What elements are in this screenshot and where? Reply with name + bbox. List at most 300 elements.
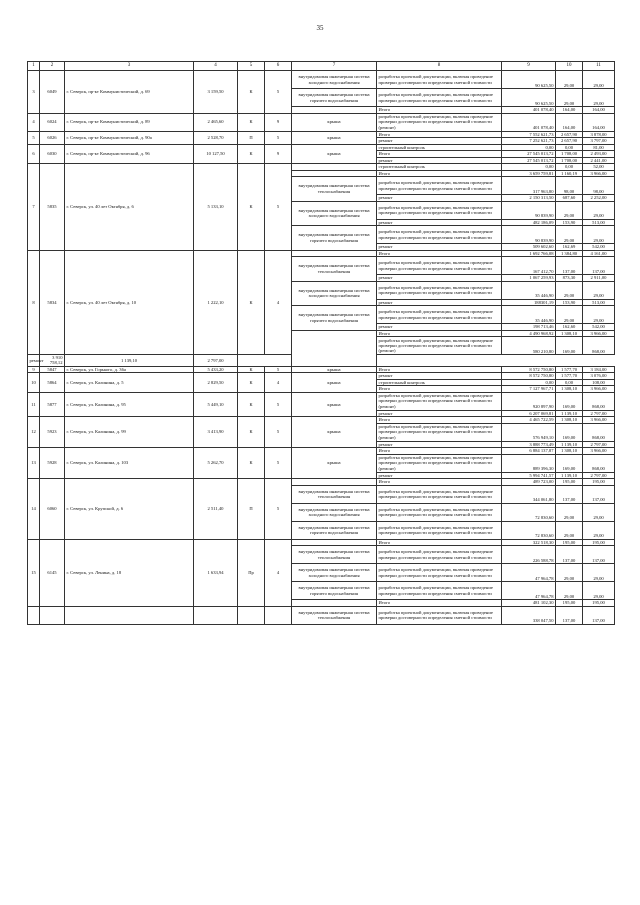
table-cell: 12 <box>28 417 40 448</box>
table-cell: 2 465,60 <box>194 113 238 131</box>
table-cell <box>40 606 65 624</box>
table-cell: 137,00 <box>583 257 615 275</box>
table-cell: 5 <box>265 417 292 448</box>
table-cell: 1 139,10 <box>556 441 583 448</box>
table-cell: 481 102,30 <box>502 600 556 607</box>
table-cell: 687,60 <box>556 195 583 202</box>
table-cell: 0,00 <box>502 164 556 171</box>
table-cell: 401 078,40 <box>502 113 556 131</box>
table-cell: 137,00 <box>556 606 583 624</box>
table-cell: К <box>238 366 265 373</box>
table-cell: 29,00 <box>556 564 583 582</box>
table-cell: К <box>238 113 265 131</box>
table-cell: 35 446,90 <box>502 281 556 299</box>
table-cell: 5835 <box>40 164 65 251</box>
table-cell: 29,00 <box>556 71 583 89</box>
table-cell: 29,00 <box>583 201 615 219</box>
table-cell: 153,90 <box>556 299 583 306</box>
table-cell: 5864 <box>40 373 65 393</box>
table-cell: 338 047,50 <box>502 606 556 624</box>
table-cell: разработка проектной документации, включая проведение проверки достоверности определения сметной стоимости <box>377 503 502 521</box>
table-cell: 162,69 <box>556 244 583 251</box>
table-cell: 169,00 <box>556 454 583 472</box>
table-cell: разработка проектной документации, включая проведение проверки достоверности определения сметной стоимости <box>377 546 502 564</box>
table-cell: 27 545 013,72 <box>502 151 556 158</box>
table-cell: разработка проектной документации, включая проведение проверки достоверности определения сметной стоимости <box>377 606 502 624</box>
table-cell: 164,00 <box>556 113 583 131</box>
table-cell: 3 159,50 <box>194 71 238 114</box>
table-cell: 153,90 <box>556 219 583 226</box>
table-cell: крыша <box>292 392 377 417</box>
table-cell: 6026 <box>40 131 65 144</box>
table-cell: 868,00 <box>583 392 615 410</box>
table-cell: внутридомовая инженерная система горячего водоснабжения <box>292 226 377 251</box>
table-cell: 1 577,70 <box>556 366 583 373</box>
table-cell: 27 545 013,72 <box>502 157 556 164</box>
table-cell: г. Северск, ул. Горького, д. 36а <box>65 366 194 373</box>
table-cell: 868,00 <box>583 454 615 472</box>
table-cell: 3 910 758,12 <box>40 355 65 367</box>
table-cell: 3 076,00 <box>583 373 615 380</box>
table-cell: разработка проектной документации, включая проведение проверки достоверности определения сметной стоимости <box>377 485 502 503</box>
table-cell: 5 <box>28 131 40 144</box>
table-cell: Итого <box>377 417 502 424</box>
table-cell: 2 829,50 <box>194 373 238 393</box>
table-cell: ремонт <box>377 157 502 164</box>
table-cell: 3 659 759,81 <box>502 170 556 177</box>
table-cell: разработка проектной документации, включая проведение проверки достоверности определения сметной стоимости <box>377 71 502 89</box>
table-cell: разработка проектной документации, включая проведение проверки достоверности определения сметной стоимости (ремонт) <box>377 392 502 410</box>
header-cell: 5 <box>238 62 265 71</box>
table-cell: 6 207 069,81 <box>502 410 556 417</box>
table-cell: 4 <box>265 373 292 393</box>
table-cell: 72 830,60 <box>502 521 556 539</box>
table-cell: внутридомовая инженерная система горячего водоснабжения <box>292 89 377 107</box>
table-cell: 35 446,90 <box>502 306 556 324</box>
table-cell: 198 713,46 <box>502 324 556 331</box>
table-cell: 3 184,00 <box>583 366 615 373</box>
table-cell: 6145 <box>40 539 65 606</box>
table-body <box>28 62 615 625</box>
table-cell: 4 161,00 <box>583 250 615 257</box>
table-cell: ремонт <box>28 355 40 367</box>
table-cell: ремонт <box>377 441 502 448</box>
table-cell: г. Северск, пр-кт Коммунистический, д. 96 <box>65 144 194 164</box>
header-cell: 10 <box>556 62 583 71</box>
table-cell: разработка проектной документации, включая проведение проверки достоверности определения сметной стоимости (ремонт) <box>377 113 502 131</box>
table-cell: 195,00 <box>583 479 615 486</box>
table-cell: 8 572 750,80 <box>502 373 556 380</box>
table-cell: 14 <box>28 479 40 540</box>
table-row <box>28 392 615 410</box>
table-cell: разработка проектной документации, включая проведение проверки достоверности определения сметной стоимости <box>377 89 502 107</box>
table-cell: Пр <box>238 539 265 606</box>
table-cell: ремонт <box>377 275 502 282</box>
table-cell: 1 308,10 <box>556 330 583 337</box>
table-cell: 7 252 621,73 <box>502 138 556 145</box>
table-cell: 513,00 <box>583 219 615 226</box>
table-cell: г. Северск, пр-кт Коммунистический, д. 89 <box>65 113 194 131</box>
table-cell: 98,00 <box>556 177 583 195</box>
table-cell: разработка проектной документации, включая проведение проверки достоверности определения сметной стоимости <box>377 281 502 299</box>
table-cell: 317 963,80 <box>502 177 556 195</box>
table-cell: 0,00 <box>556 379 583 386</box>
table-cell: внутридомовая инженерная система теплоснабжения <box>292 546 377 564</box>
header-cell: 9 <box>502 62 556 71</box>
capital-repair-table <box>27 61 615 625</box>
table-cell: 5847 <box>40 366 65 373</box>
table-cell: 137,00 <box>556 257 583 275</box>
table-cell: 29,00 <box>583 281 615 299</box>
table-cell: крыша <box>292 366 377 373</box>
table-cell: 29,00 <box>583 521 615 539</box>
table-cell: 889 396,30 <box>502 454 556 472</box>
table-cell: 1 384,80 <box>556 250 583 257</box>
table-cell: К <box>238 373 265 393</box>
table-cell: 5 262,70 <box>194 448 238 479</box>
header-cell: 6 <box>265 62 292 71</box>
table-cell: 5 994 741,57 <box>502 472 556 479</box>
table-cell: 2 911,00 <box>583 275 615 282</box>
table-cell: 6060 <box>40 479 65 540</box>
table-cell: 3 888 773,49 <box>502 441 556 448</box>
table-cell: 5 133,10 <box>194 164 238 251</box>
header-cell: 3 <box>65 62 194 71</box>
table-cell: 7 <box>28 164 40 251</box>
table-cell: 90 625,50 <box>502 89 556 107</box>
table-cell: 195,00 <box>583 600 615 607</box>
table-cell: Итого <box>377 600 502 607</box>
table-cell: строительный контроль <box>377 164 502 171</box>
table-cell: разработка проектной документации, включая проведение проверки достоверности определения сметной стоимости (ремонт) <box>377 337 502 355</box>
table-cell: 226 588,78 <box>502 546 556 564</box>
table-cell: ремонт <box>377 219 502 226</box>
table-cell: 162,60 <box>556 324 583 331</box>
table-cell: разработка проектной документации, включая проведение проверки достоверности определения сметной стоимости <box>377 257 502 275</box>
table-cell: 1 160,19 <box>556 170 583 177</box>
table-cell: 90 625,50 <box>502 71 556 89</box>
table-cell: К <box>238 448 265 479</box>
table-cell: строительный контроль <box>377 144 502 151</box>
table-cell: 2 797,00 <box>583 472 615 479</box>
table-cell: 489 723,00 <box>502 479 556 486</box>
table-cell: 137,00 <box>556 546 583 564</box>
table-cell: 3 966,00 <box>583 330 615 337</box>
table-cell: г. Северск, ул. Калинина, д. 103 <box>65 448 194 479</box>
table-cell: внутридомовая инженерная система холодного водоснабжения <box>292 564 377 582</box>
table-cell: 9 <box>265 113 292 131</box>
table-cell: 6 884 137,87 <box>502 448 556 455</box>
table-cell: внутридомовая инженерная система холодного водоснабжения <box>292 281 377 306</box>
table-cell: 482 186,09 <box>502 219 556 226</box>
table-cell: 5 <box>265 71 292 114</box>
table-cell: крыша <box>292 144 377 164</box>
table-cell: г. Северск, пр-кт Коммунистический, д. 69 <box>65 71 194 114</box>
table-cell: 1 633,94 <box>194 539 238 606</box>
table-cell: К <box>238 417 265 448</box>
table-cell: К <box>238 164 265 251</box>
table-cell: 3 413,90 <box>194 417 238 448</box>
table-cell: разработка проектной документации, включая проведение проверки достоверности определения сметной стоимости (ремонт) <box>377 454 502 472</box>
table-cell: г. Северск, ул. Калинина, д. 5 <box>65 373 194 393</box>
table-cell <box>292 330 377 366</box>
table-cell: 137,00 <box>583 485 615 503</box>
table-cell: 322 518,30 <box>502 539 556 546</box>
table-cell: 29,00 <box>583 306 615 324</box>
table-cell: разработка проектной документации, включая проведение проверки достоверности определения сметной стоимости <box>377 306 502 324</box>
table-cell: 195,00 <box>556 539 583 546</box>
table-cell: 2 657,90 <box>556 131 583 138</box>
table-cell: 5 <box>265 366 292 373</box>
table-cell: ремонт <box>377 373 502 380</box>
header-cell: 8 <box>377 62 502 71</box>
table-cell: 2 657,90 <box>556 138 583 145</box>
table-cell: 13 <box>28 448 40 479</box>
table-cell: внутридомовая инженерная система горячего водоснабжения <box>292 582 377 600</box>
table-cell: г. Северск, ул. Крупской, д. 6 <box>65 479 194 540</box>
table-cell: 5 433,20 <box>194 366 238 373</box>
page-number: 35 <box>316 24 324 32</box>
table-cell: 542,00 <box>583 324 615 331</box>
table-cell: К <box>238 250 265 355</box>
table-cell: 5 <box>265 164 292 251</box>
table-cell: 9 <box>265 144 292 164</box>
table-cell: 29,00 <box>583 71 615 89</box>
table-cell: 29,00 <box>583 503 615 521</box>
table-cell: внутридомовая инженерная система холодного водоснабжения <box>292 71 377 89</box>
table-cell: 6030 <box>40 144 65 164</box>
table-cell: 164,00 <box>556 107 583 114</box>
table-cell: разработка проектной документации, включая проведение проверки достоверности определения сметной стоимости <box>377 177 502 195</box>
table-cell: 3 966,00 <box>583 448 615 455</box>
table-cell: 164,00 <box>583 107 615 114</box>
table-cell: Итого <box>377 151 502 158</box>
table-cell: 2 150 313,50 <box>502 195 556 202</box>
table-cell: внутридомовая инженерная система теплоснабжения <box>292 606 377 624</box>
table-cell: 167 412,70 <box>502 257 556 275</box>
table-cell: 5 449,10 <box>194 392 238 417</box>
table-cell: 195,00 <box>556 479 583 486</box>
table-cell: 108,00 <box>583 379 615 386</box>
table-cell: 1 067 259,93 <box>502 275 556 282</box>
table-cell: 920 897,90 <box>502 392 556 410</box>
table-cell: 9 <box>28 366 40 373</box>
table-cell: 873,30 <box>556 275 583 282</box>
table-cell: 15 <box>28 539 40 606</box>
table-cell: 29,00 <box>556 226 583 244</box>
table-cell: 5 <box>265 392 292 417</box>
table-cell: Итого <box>377 539 502 546</box>
table-cell: 2 797,00 <box>583 441 615 448</box>
table-cell: 4 465 722,59 <box>502 417 556 424</box>
table-cell: 3 966,00 <box>583 417 615 424</box>
table-cell: 29,00 <box>556 306 583 324</box>
table-cell: 4 <box>265 539 292 606</box>
table-cell: 5928 <box>40 448 65 479</box>
table-cell: 513,00 <box>583 299 615 306</box>
table-cell: 2 493,00 <box>583 151 615 158</box>
table-cell: 5877 <box>40 392 65 417</box>
table-cell: внутридомовая инженерная система горячего водоснабжения <box>292 306 377 331</box>
table-cell: 8 <box>28 250 40 355</box>
table-cell: 5923 <box>40 417 65 448</box>
table-cell: 47 964,78 <box>502 564 556 582</box>
header-cell: 2 <box>40 62 65 71</box>
table-cell: К <box>238 144 265 164</box>
table-cell: 29,00 <box>556 281 583 299</box>
table-cell: 29,00 <box>583 226 615 244</box>
table-cell: 29,00 <box>583 564 615 582</box>
table-cell: 164,00 <box>583 113 615 131</box>
table-cell: 81,00 <box>583 144 615 151</box>
table-cell: 90 839,90 <box>502 226 556 244</box>
header-cell: 11 <box>583 62 615 71</box>
table-cell: внутридомовая инженерная система горячего водоснабжения <box>292 521 377 539</box>
table-cell: 169,00 <box>556 392 583 410</box>
table-cell: Итого <box>377 131 502 138</box>
table-cell: 2 441,00 <box>583 157 615 164</box>
table-cell: 4 490 968,92 <box>502 330 556 337</box>
table-cell: 29,00 <box>556 89 583 107</box>
header-row <box>28 62 615 71</box>
table-cell: 169,00 <box>556 423 583 441</box>
table-cell: К <box>238 71 265 114</box>
table-cell: 1 139,10 <box>65 355 194 367</box>
table-cell: Итого <box>377 107 502 114</box>
table-cell: Итого <box>377 386 502 393</box>
table-cell: 2 797,00 <box>583 410 615 417</box>
table-cell: К <box>238 392 265 417</box>
table-cell: г. Северск, пр-кт Коммунистический, д. 90а <box>65 131 194 144</box>
table-cell: г. Северск, ул. 40 лет Октября, д. 6 <box>65 164 194 251</box>
table-cell: внутридомовая инженерная система холодного водоснабжения <box>292 201 377 226</box>
table-cell: 3 <box>28 71 40 114</box>
table-cell: 2 528,70 <box>194 131 238 144</box>
table-cell: 0,00 <box>556 144 583 151</box>
table-cell: внутридомовая инженерная система теплоснабжения <box>292 257 377 282</box>
table-cell: 2 511,40 <box>194 479 238 540</box>
table-cell: 29,00 <box>556 521 583 539</box>
table-cell: 5 <box>265 479 292 540</box>
table-cell: 1 708,00 <box>556 157 583 164</box>
table-cell: 29,00 <box>556 582 583 600</box>
table-cell: ремонт <box>377 244 502 251</box>
table-cell: ремонт <box>377 410 502 417</box>
table-cell: 4 <box>265 250 292 355</box>
table-cell: ремонт <box>377 324 502 331</box>
table-cell: внутридомовая инженерная система холодного водоснабжения <box>292 503 377 521</box>
table-cell <box>238 606 265 624</box>
table-cell: Итого <box>377 448 502 455</box>
table-cell <box>65 606 194 624</box>
table-cell: крыша <box>292 448 377 479</box>
table-cell: 29,00 <box>583 89 615 107</box>
table-cell: ремонт <box>377 138 502 145</box>
table-cell: 1 708,00 <box>556 151 583 158</box>
table-cell: 29,00 <box>556 201 583 219</box>
table-cell: 5 <box>265 448 292 479</box>
table-cell: 8 572 750,80 <box>502 366 556 373</box>
table-cell: 1 222,10 <box>194 250 238 355</box>
table-cell: 10 127,50 <box>194 144 238 164</box>
table-cell: 5834 <box>40 250 65 355</box>
table-cell: 52,00 <box>583 164 615 171</box>
header-cell: 7 <box>292 62 377 71</box>
table-cell: 188301,19 <box>502 299 556 306</box>
table-cell: 29,00 <box>556 503 583 521</box>
table-cell: крыша <box>292 113 377 131</box>
table-cell: внутридомовая инженерная система теплоснабжения <box>292 485 377 503</box>
table-cell: г. Северск, ул. Ленина, д. 18 <box>65 539 194 606</box>
table-cell: разработка проектной документации, включая проведение проверки достоверности определения сметной стоимости <box>377 564 502 582</box>
table-cell: 542,00 <box>583 244 615 251</box>
table-cell: крыша <box>292 131 377 144</box>
table-cell: 3 966,00 <box>583 386 615 393</box>
table-cell: П <box>238 131 265 144</box>
table-cell: 0,00 <box>502 379 556 386</box>
table-cell: ремонт <box>377 195 502 202</box>
table-row <box>28 606 615 624</box>
table-cell: 6049 <box>40 71 65 114</box>
table-cell: 1 308,10 <box>556 448 583 455</box>
table-cell: 6024 <box>40 113 65 131</box>
table-cell: крыша <box>292 417 377 448</box>
table-cell: разработка проектной документации, включая проведение проверки достоверности определения сметной стоимости (ремонт) <box>377 423 502 441</box>
table-cell: 1 692 766,08 <box>502 250 556 257</box>
table-cell: 0,00 <box>502 144 556 151</box>
table-cell: внутридомовая инженерная система теплоснабжения <box>292 177 377 202</box>
table-cell: строительный контроль <box>377 379 502 386</box>
table-cell: 1 308,10 <box>556 417 583 424</box>
table-row <box>28 71 615 89</box>
table-cell: г. Северск, ул. Калинина, д. 95 <box>65 392 194 417</box>
table-cell: 868,00 <box>583 423 615 441</box>
table-cell: 0,00 <box>556 164 583 171</box>
table-cell: 90 839,90 <box>502 201 556 219</box>
table-cell: разработка проектной документации, включая проведение проверки достоверности определения сметной стоимости <box>377 582 502 600</box>
table-cell: 195,00 <box>556 600 583 607</box>
table-cell: разработка проектной документации, включая проведение проверки достоверности определения сметной стоимости <box>377 226 502 244</box>
table-cell: 4 <box>28 113 40 131</box>
table-cell: 72 830,60 <box>502 503 556 521</box>
table-cell: 137,00 <box>583 546 615 564</box>
table-cell: 3 797,00 <box>583 138 615 145</box>
table-cell <box>265 606 292 624</box>
table-cell: 1 577,70 <box>556 373 583 380</box>
table-cell: 576 949,10 <box>502 423 556 441</box>
table-cell: 47 964,78 <box>502 582 556 600</box>
table-cell: 11 <box>28 392 40 417</box>
table-cell: Итого <box>377 250 502 257</box>
table-cell: Итого <box>377 479 502 486</box>
table-cell: 3 878,00 <box>583 131 615 138</box>
table-cell: 1 139,10 <box>556 472 583 479</box>
table-cell: 7 127 967,71 <box>502 386 556 393</box>
table-cell: 344 061,80 <box>502 485 556 503</box>
table-cell: 10 <box>28 373 40 393</box>
table-cell: г. Северск, ул. Калинина, д. 99 <box>65 417 194 448</box>
table-cell: Итого <box>377 366 502 373</box>
table-cell: крыша <box>292 373 377 393</box>
table-cell: 5 <box>265 131 292 144</box>
header-cell: 1 <box>28 62 40 71</box>
table-cell: 137,00 <box>556 485 583 503</box>
table-row <box>28 113 615 131</box>
table-cell: 1 308,10 <box>556 386 583 393</box>
header-cell: 4 <box>194 62 238 71</box>
table-cell: 7 552 621,73 <box>502 131 556 138</box>
table-cell <box>28 606 40 624</box>
